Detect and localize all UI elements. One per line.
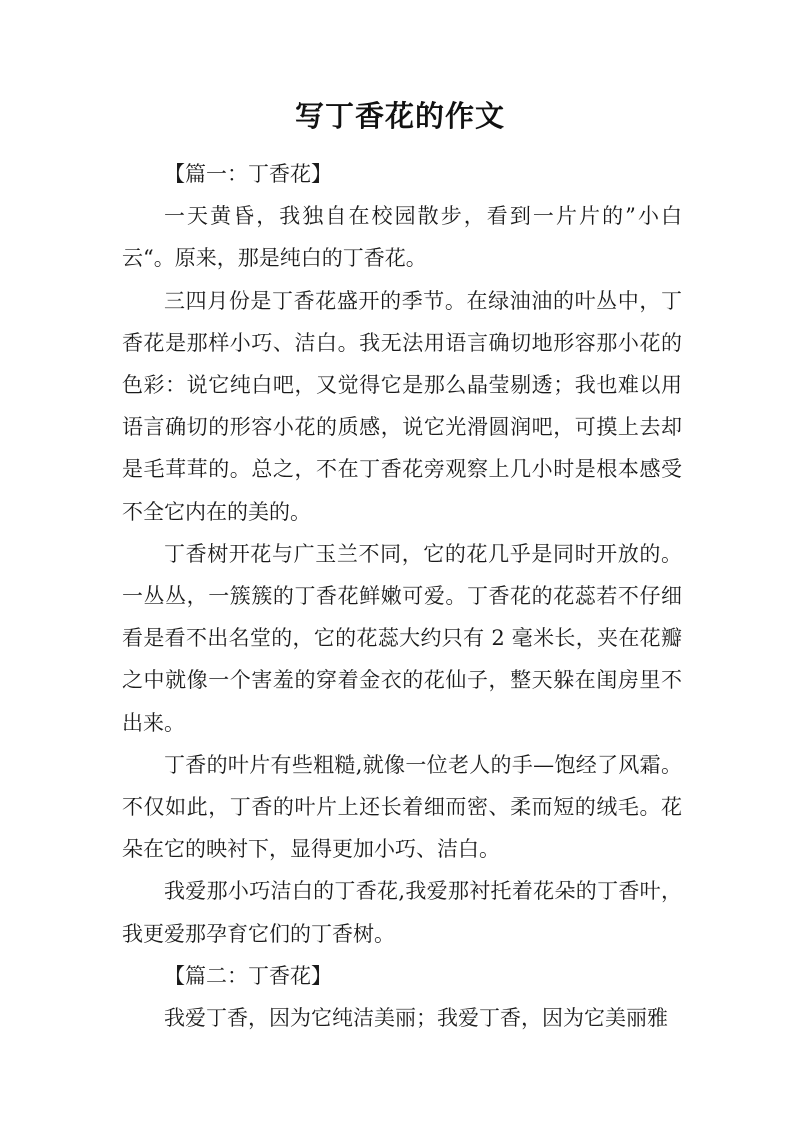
document-body	[122, 153, 682, 1039]
paragraph: 一天黄昏，我独自在校园散步，看到一片片的”小白云“。原来，那是纯白的丁香花。	[122, 204, 682, 271]
section-heading-1: 【篇一：丁香花】	[164, 162, 332, 186]
section-heading-2: 【篇二：丁香花】	[164, 963, 332, 988]
paragraph: 我爱那小巧洁白的丁香花,我爱那衬托着花朵的丁香叶，我更爱那孕育它们的丁香树。	[122, 879, 682, 946]
paragraph: 丁香的叶片有些粗糙,就像一位老人的手—饱经了风霜。不仅如此，丁香的叶片上还长着细而密、柔而短的绒毛。花朵在它的映衬下，显得更加小巧、洁白。	[122, 752, 682, 862]
paragraph: 我爱丁香，因为它纯洁美丽；我爱丁香，因为它美丽雅	[164, 1006, 668, 1031]
paragraph: 三四月份是丁香花盛开的季节。在绿油油的叶丛中，丁香花是那样小巧、洁白。我无法用语言确切地形容那小花的色彩：说它纯白吧，又觉得它是那么晶莹剔透；我也难以用语言确切的形容小花的质感，说它光滑圆润吧，可摸上去却是毛茸茸的。总之，不在丁香花旁观察上几小时是根本感受不全它内在的美的。	[122, 288, 682, 524]
paragraph: 丁香树开花与广玉兰不同，它的花几乎是同时开放的。一丛丛，一簇簇的丁香花鲜嫩可爱。丁香花的花蕊若不仔细看是看不出名堂的，它的花蕊大约只有 2 毫米长，夹在花瓣之中就像一个害羞的穿着金衣的花仙子，整天躲在闺房里不出来。	[122, 541, 682, 735]
document-title: 写丁香花的作文	[294, 99, 505, 133]
